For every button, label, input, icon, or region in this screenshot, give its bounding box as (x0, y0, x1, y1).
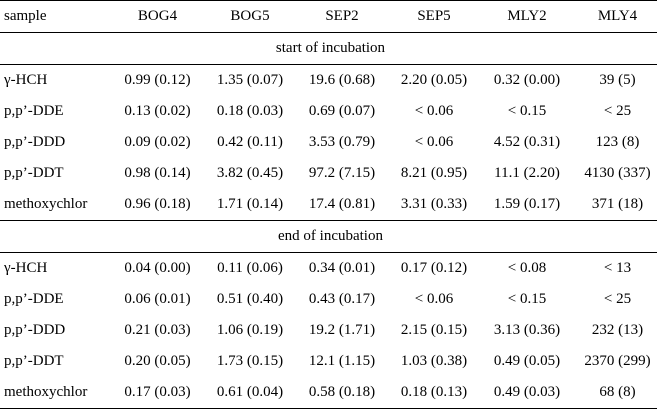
table-row (0, 253, 657, 285)
header-row (0, 1, 657, 33)
table-cell: 0.17 (0.12) (400, 260, 468, 276)
table-cell: < 0.06 (414, 134, 454, 150)
table-row (0, 189, 657, 221)
header-bog4: BOG4 (111, 1, 204, 33)
header-sep5: SEP5 (388, 1, 480, 33)
table-row (0, 96, 657, 127)
table-cell: 1.06 (0.19) (216, 322, 284, 338)
table-cell: 0.99 (0.12) (124, 72, 191, 88)
table-cell: < 0.06 (414, 291, 454, 307)
row-label: γ-HCH (4, 72, 48, 88)
table-cell: < 0.08 (507, 260, 547, 276)
table-cell: 8.21 (0.95) (400, 165, 468, 181)
table-cell: < 25 (603, 291, 632, 307)
section-row-end (0, 221, 657, 253)
table-cell: 1.73 (0.15) (216, 353, 284, 369)
table-cell: 11.1 (2.20) (494, 165, 560, 181)
table-cell: 1.35 (0.07) (216, 72, 284, 88)
table-cell: 0.18 (0.13) (388, 377, 480, 409)
row-label: p,p’-DDE (4, 103, 64, 119)
table-cell: 2.15 (0.15) (400, 322, 468, 338)
table-cell: 3.53 (0.79) (308, 134, 376, 150)
table-cell: 3.82 (0.45) (216, 165, 284, 181)
table-cell: 19.6 (0.68) (308, 72, 376, 88)
header-sample: sample (0, 1, 111, 33)
section-row-start (0, 33, 657, 65)
table-cell: 0.13 (0.02) (124, 103, 191, 119)
table-cell: < 13 (603, 260, 632, 276)
table-cell: 4130 (337) (584, 165, 651, 181)
table-cell: 2370 (299) (584, 353, 651, 369)
table-cell: 0.98 (0.14) (124, 165, 191, 181)
row-label: p,p’-DDT (4, 165, 64, 181)
table-cell: 0.58 (0.18) (296, 377, 388, 409)
row-label: methoxychlor (0, 377, 111, 409)
table-row (0, 127, 657, 158)
table-cell: 97.2 (7.15) (308, 165, 376, 181)
table-cell: 0.49 (0.03) (480, 377, 574, 409)
table-cell: 0.34 (0.01) (308, 260, 376, 276)
table-row (0, 158, 657, 189)
header-mly4: MLY4 (574, 1, 657, 33)
table-cell: 3.31 (0.33) (400, 196, 468, 212)
table-cell: 123 (8) (595, 134, 640, 150)
table-cell: 0.09 (0.02) (124, 134, 191, 150)
table-cell: 0.20 (0.05) (124, 353, 191, 369)
row-label: p,p’-DDD (4, 134, 66, 150)
table-body (0, 33, 657, 409)
row-label: methoxychlor (4, 196, 88, 212)
table-cell: 4.52 (0.31) (493, 134, 561, 150)
table-cell: 0.06 (0.01) (124, 291, 191, 307)
table-cell: 1.59 (0.17) (493, 196, 561, 212)
table-row (0, 315, 657, 346)
table-cell: 1.03 (0.38) (400, 353, 468, 369)
table-cell: < 0.15 (507, 291, 547, 307)
table-cell: 68 (8) (574, 377, 657, 409)
table-cell: < 0.15 (507, 103, 547, 119)
table-cell: 0.42 (0.11) (217, 134, 283, 150)
header-sep2: SEP2 (296, 1, 388, 33)
table-cell: 0.96 (0.18) (124, 196, 191, 212)
table-cell: 0.21 (0.03) (124, 322, 191, 338)
table-cell: 12.1 (1.15) (308, 353, 376, 369)
table-cell: 2.20 (0.05) (400, 72, 468, 88)
header-mly2: MLY2 (480, 1, 574, 33)
table-cell: 39 (5) (599, 72, 636, 88)
table-cell: 0.51 (0.40) (216, 291, 284, 307)
table-cell: 0.18 (0.03) (216, 103, 284, 119)
row-label: p,p’-DDE (4, 291, 64, 307)
table-header (0, 1, 657, 33)
table-cell: 0.32 (0.00) (493, 72, 561, 88)
table-cell: 3.13 (0.36) (493, 322, 561, 338)
row-label: p,p’-DDT (4, 353, 64, 369)
table-cell: 1.71 (0.14) (216, 196, 284, 212)
table-row (0, 377, 657, 409)
table-cell: 0.43 (0.17) (308, 291, 376, 307)
section-title: end of incubation (0, 221, 657, 253)
table-cell: 0.04 (0.00) (124, 260, 191, 276)
table-cell: 0.49 (0.05) (493, 353, 561, 369)
header-bog5: BOG5 (204, 1, 296, 33)
table-cell: 0.17 (0.03) (111, 377, 204, 409)
table-row (0, 284, 657, 315)
table-cell: 371 (18) (591, 196, 644, 212)
table-row (0, 65, 657, 97)
table-cell: 19.2 (1.71) (308, 322, 376, 338)
table-cell: 17.4 (0.81) (308, 196, 376, 212)
table-cell: 232 (13) (591, 322, 644, 338)
table-cell: < 25 (603, 103, 632, 119)
table-cell: < 0.06 (414, 103, 454, 119)
table-row (0, 346, 657, 377)
row-label: γ-HCH (4, 260, 48, 276)
table-cell: 0.11 (0.06) (217, 260, 283, 276)
table-cell: 0.61 (0.04) (204, 377, 296, 409)
section-title: start of incubation (0, 33, 657, 65)
row-label: p,p’-DDD (4, 322, 66, 338)
table-cell: 0.69 (0.07) (308, 103, 376, 119)
